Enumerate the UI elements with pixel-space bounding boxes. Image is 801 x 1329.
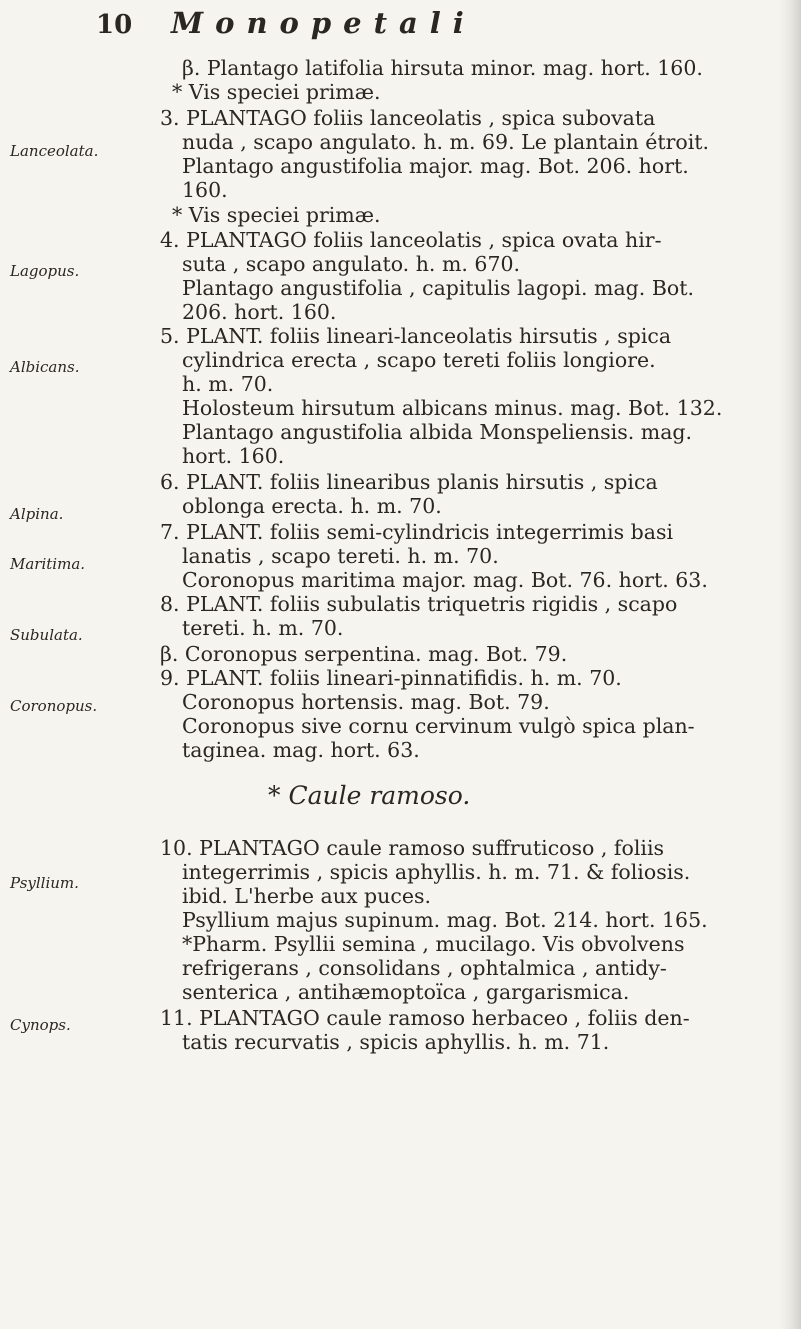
- text-line: 9. PLANT. foliis lineari-pinnatifidis. h. m. 70.: [160, 666, 622, 690]
- text-line: tatis recurvatis , spicis aphyllis. h. m. 71.: [182, 1030, 610, 1054]
- text-line: β. Coronopus serpentina. mag. Bot. 79.: [160, 642, 568, 666]
- margin-note-psyllium: Psyllium.: [10, 874, 79, 892]
- text-line: Holosteum hirsutum albicans minus. mag. Bot. 132.: [182, 396, 723, 420]
- text-line: integerrimis , spicis aphyllis. h. m. 71. & foliosis.: [182, 860, 691, 884]
- text-line: h. m. 70.: [182, 372, 274, 396]
- page-number: 10: [96, 10, 133, 40]
- text-line: Coronopus sive cornu cervinum vulgò spica plan-: [182, 714, 695, 738]
- text-line: suta , scapo angulato. h. m. 670.: [182, 252, 521, 276]
- text-line: taginea. mag. hort. 63.: [182, 738, 420, 762]
- margin-note-albicans: Albicans.: [10, 358, 80, 376]
- text-line: tereti. h. m. 70.: [182, 616, 344, 640]
- text-line: Plantago angustifolia major. mag. Bot. 206. hort.: [182, 154, 689, 178]
- section-heading: * Caule ramoso.: [268, 781, 471, 810]
- text-line: ibid. L'herbe aux puces.: [182, 884, 432, 908]
- text-line: Plantago angustifolia albida Monspeliensis. mag.: [182, 420, 693, 444]
- page-header: [96, 6, 716, 40]
- margin-note-lanceolata: Lanceolata.: [10, 142, 99, 160]
- text-line: 10. PLANTAGO caule ramoso suffruticoso , foliis: [160, 836, 665, 860]
- text-line: senterica , antihæmoptoïca , gargarismica.: [182, 980, 630, 1004]
- text-line: Coronopus hortensis. mag. Bot. 79.: [182, 690, 550, 714]
- text-line: 206. hort. 160.: [182, 300, 337, 324]
- text-line: β. Plantago latifolia hirsuta minor. mag. hort. 160.: [182, 56, 703, 80]
- text-line: * Vis speciei primæ.: [172, 80, 381, 104]
- text-line: nuda , scapo angulato. h. m. 69. Le plantain étroit.: [182, 130, 710, 154]
- text-line: * Vis speciei primæ.: [172, 203, 381, 227]
- margin-note-subulata: Subulata.: [10, 626, 83, 644]
- page-edge-shadow: [779, 0, 801, 1329]
- text-line: Plantago angustifolia , capitulis lagopi. mag. Bot.: [182, 276, 694, 300]
- text-line: 4. PLANTAGO foliis lanceolatis , spica ovata hir-: [160, 228, 662, 252]
- margin-note-coronopus: Coronopus.: [10, 697, 98, 715]
- text-line: *Pharm. Psyllii semina , mucilago. Vis obvolvens: [182, 932, 685, 956]
- text-line: lanatis , scapo tereti. h. m. 70.: [182, 544, 499, 568]
- text-line: 7. PLANT. foliis semi-cylindricis integerrimis basi: [160, 520, 674, 544]
- text-line: Coronopus maritima major. mag. Bot. 76. hort. 63.: [182, 568, 708, 592]
- text-line: 11. PLANTAGO caule ramoso herbaceo , foliis den-: [160, 1006, 690, 1030]
- text-line: 160.: [182, 178, 228, 202]
- text-line: 5. PLANT. foliis lineari-lanceolatis hirsutis , spica: [160, 324, 672, 348]
- text-line: cylindrica erecta , scapo tereti foliis longiore.: [182, 348, 656, 372]
- margin-note-maritima: Maritima.: [10, 555, 86, 573]
- text-line: 3. PLANTAGO foliis lanceolatis , spica subovata: [160, 106, 656, 130]
- text-line: oblonga erecta. h. m. 70.: [182, 494, 442, 518]
- margin-note-lagopus: Lagopus.: [10, 262, 80, 280]
- text-line: Psyllium majus supinum. mag. Bot. 214. hort. 165.: [182, 908, 708, 932]
- margin-note-alpina: Alpina.: [10, 505, 64, 523]
- text-line: hort. 160.: [182, 444, 285, 468]
- running-title: Monopetali: [171, 6, 476, 40]
- text-line: 8. PLANT. foliis subulatis triquetris rigidis , scapo: [160, 592, 678, 616]
- text-line: refrigerans , consolidans , ophtalmica , antidy-: [182, 956, 667, 980]
- text-line: 6. PLANT. foliis linearibus planis hirsutis , spica: [160, 470, 658, 494]
- margin-note-cynops: Cynops.: [10, 1016, 71, 1034]
